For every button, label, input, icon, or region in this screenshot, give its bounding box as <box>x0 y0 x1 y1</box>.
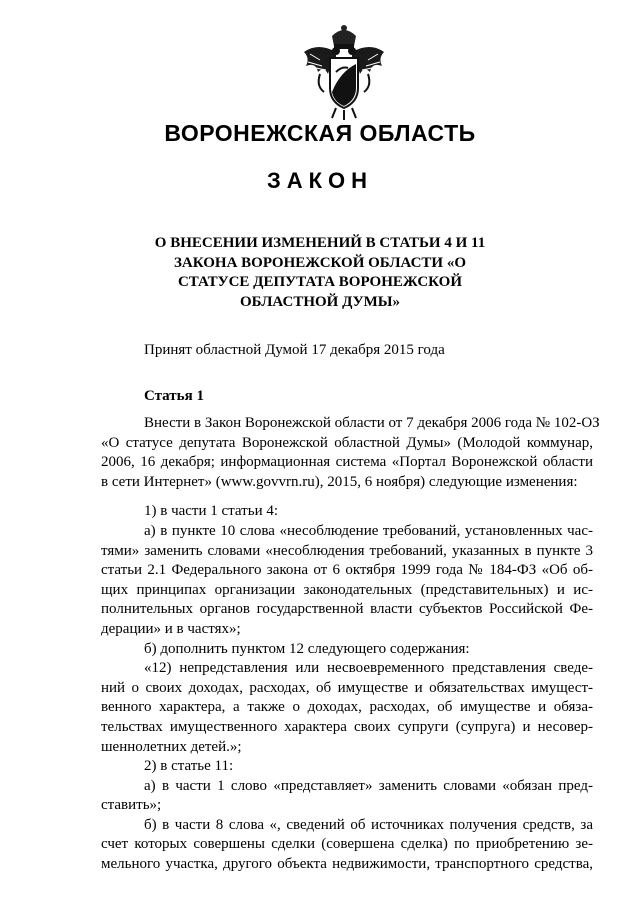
paragraph-line: а) в пункте 10 слова «несоблюдение требований, установленных час- <box>144 522 593 539</box>
coat-of-arms-icon <box>296 22 392 122</box>
paragraph-line: шеннолетних детей.»; <box>101 738 242 755</box>
paragraph-line: щих принципах организации законодательных (представительных) и ис- <box>101 581 593 598</box>
paragraph-line: «О статусе депутата Воронежской областной Думы» (Молодой коммунар, <box>101 434 593 451</box>
paragraph-line: в сети Интернет» (www.govvrn.ru), 2015, 6 ноября) следующие изменения: <box>101 473 578 490</box>
paragraph-line: мельного участка, другого объекта недвижимости, транспортного средства, <box>101 856 593 873</box>
document-type: ЗАКОН <box>266 168 374 193</box>
paragraph-line: «12) непредставления или несвоевременного представления сведе- <box>144 660 593 677</box>
paragraph-line: а) в части 1 слово «представляет» заменить словами «обязан пред- <box>144 777 593 794</box>
paragraph-line: тельствах имущественного характера своих супруги (супруга) и несовер- <box>101 718 593 735</box>
paragraph-line: статьи 2.1 Федерального закона от 6 октября 1999 года № 184-ФЗ «Об об- <box>101 562 593 579</box>
paragraph-line: венного характера, а также о доходах, расходах, об имуществе и обяза- <box>101 699 593 716</box>
paragraph-line: полнительных органов государственной власти субъектов Российской Фе- <box>101 601 593 618</box>
paragraph-line: ний о своих доходах, расходах, об имуществе и обязательствах имущест- <box>101 679 593 696</box>
paragraph-line: тями» заменить словами «несоблюдения требований, указанных в пункте 3 <box>101 542 593 559</box>
paragraph-line: дерации» и в частях»; <box>101 620 241 637</box>
law-title-line: ЗАКОНА ВОРОНЕЖСКОЙ ОБЛАСТИ «О <box>173 254 467 271</box>
paragraph-line: 2006, 16 декабря; информационная система «Портал Воронежской области <box>101 454 593 471</box>
adoption-date: Принят областной Думой 17 декабря 2015 года <box>144 342 445 358</box>
paragraph-line: б) в части 8 слова «, сведений об источниках получения средств, за <box>144 816 593 833</box>
paragraph-line: б) дополнить пунктом 12 следующего содержания: <box>144 640 470 657</box>
law-title <box>120 234 520 312</box>
law-title-line: О ВНЕСЕНИИ ИЗМЕНЕНИЙ В СТАТЬИ 4 И 11 <box>154 235 486 251</box>
paragraph-line: 1) в части 1 статьи 4: <box>144 503 279 520</box>
paragraph-line: счет которых совершены сделки (совершена сделка) по приобретению зе- <box>101 836 593 853</box>
law-title-line: ОБЛАСТНОЙ ДУМЫ» <box>240 293 400 310</box>
paragraph-line: ставить»; <box>101 797 162 814</box>
paragraph-line: 2) в статье 11: <box>144 758 234 775</box>
region-name: ВОРОНЕЖСКАЯ ОБЛАСТЬ <box>164 120 476 146</box>
article-body <box>101 414 600 875</box>
paragraph-line: Внести в Закон Воронежской области от 7 декабря 2006 года № 102-ОЗ <box>144 415 600 431</box>
article-heading: Статья 1 <box>144 388 204 404</box>
law-title-line: СТАТУСЕ ДЕПУТАТА ВОРОНЕЖСКОЙ <box>177 274 463 290</box>
